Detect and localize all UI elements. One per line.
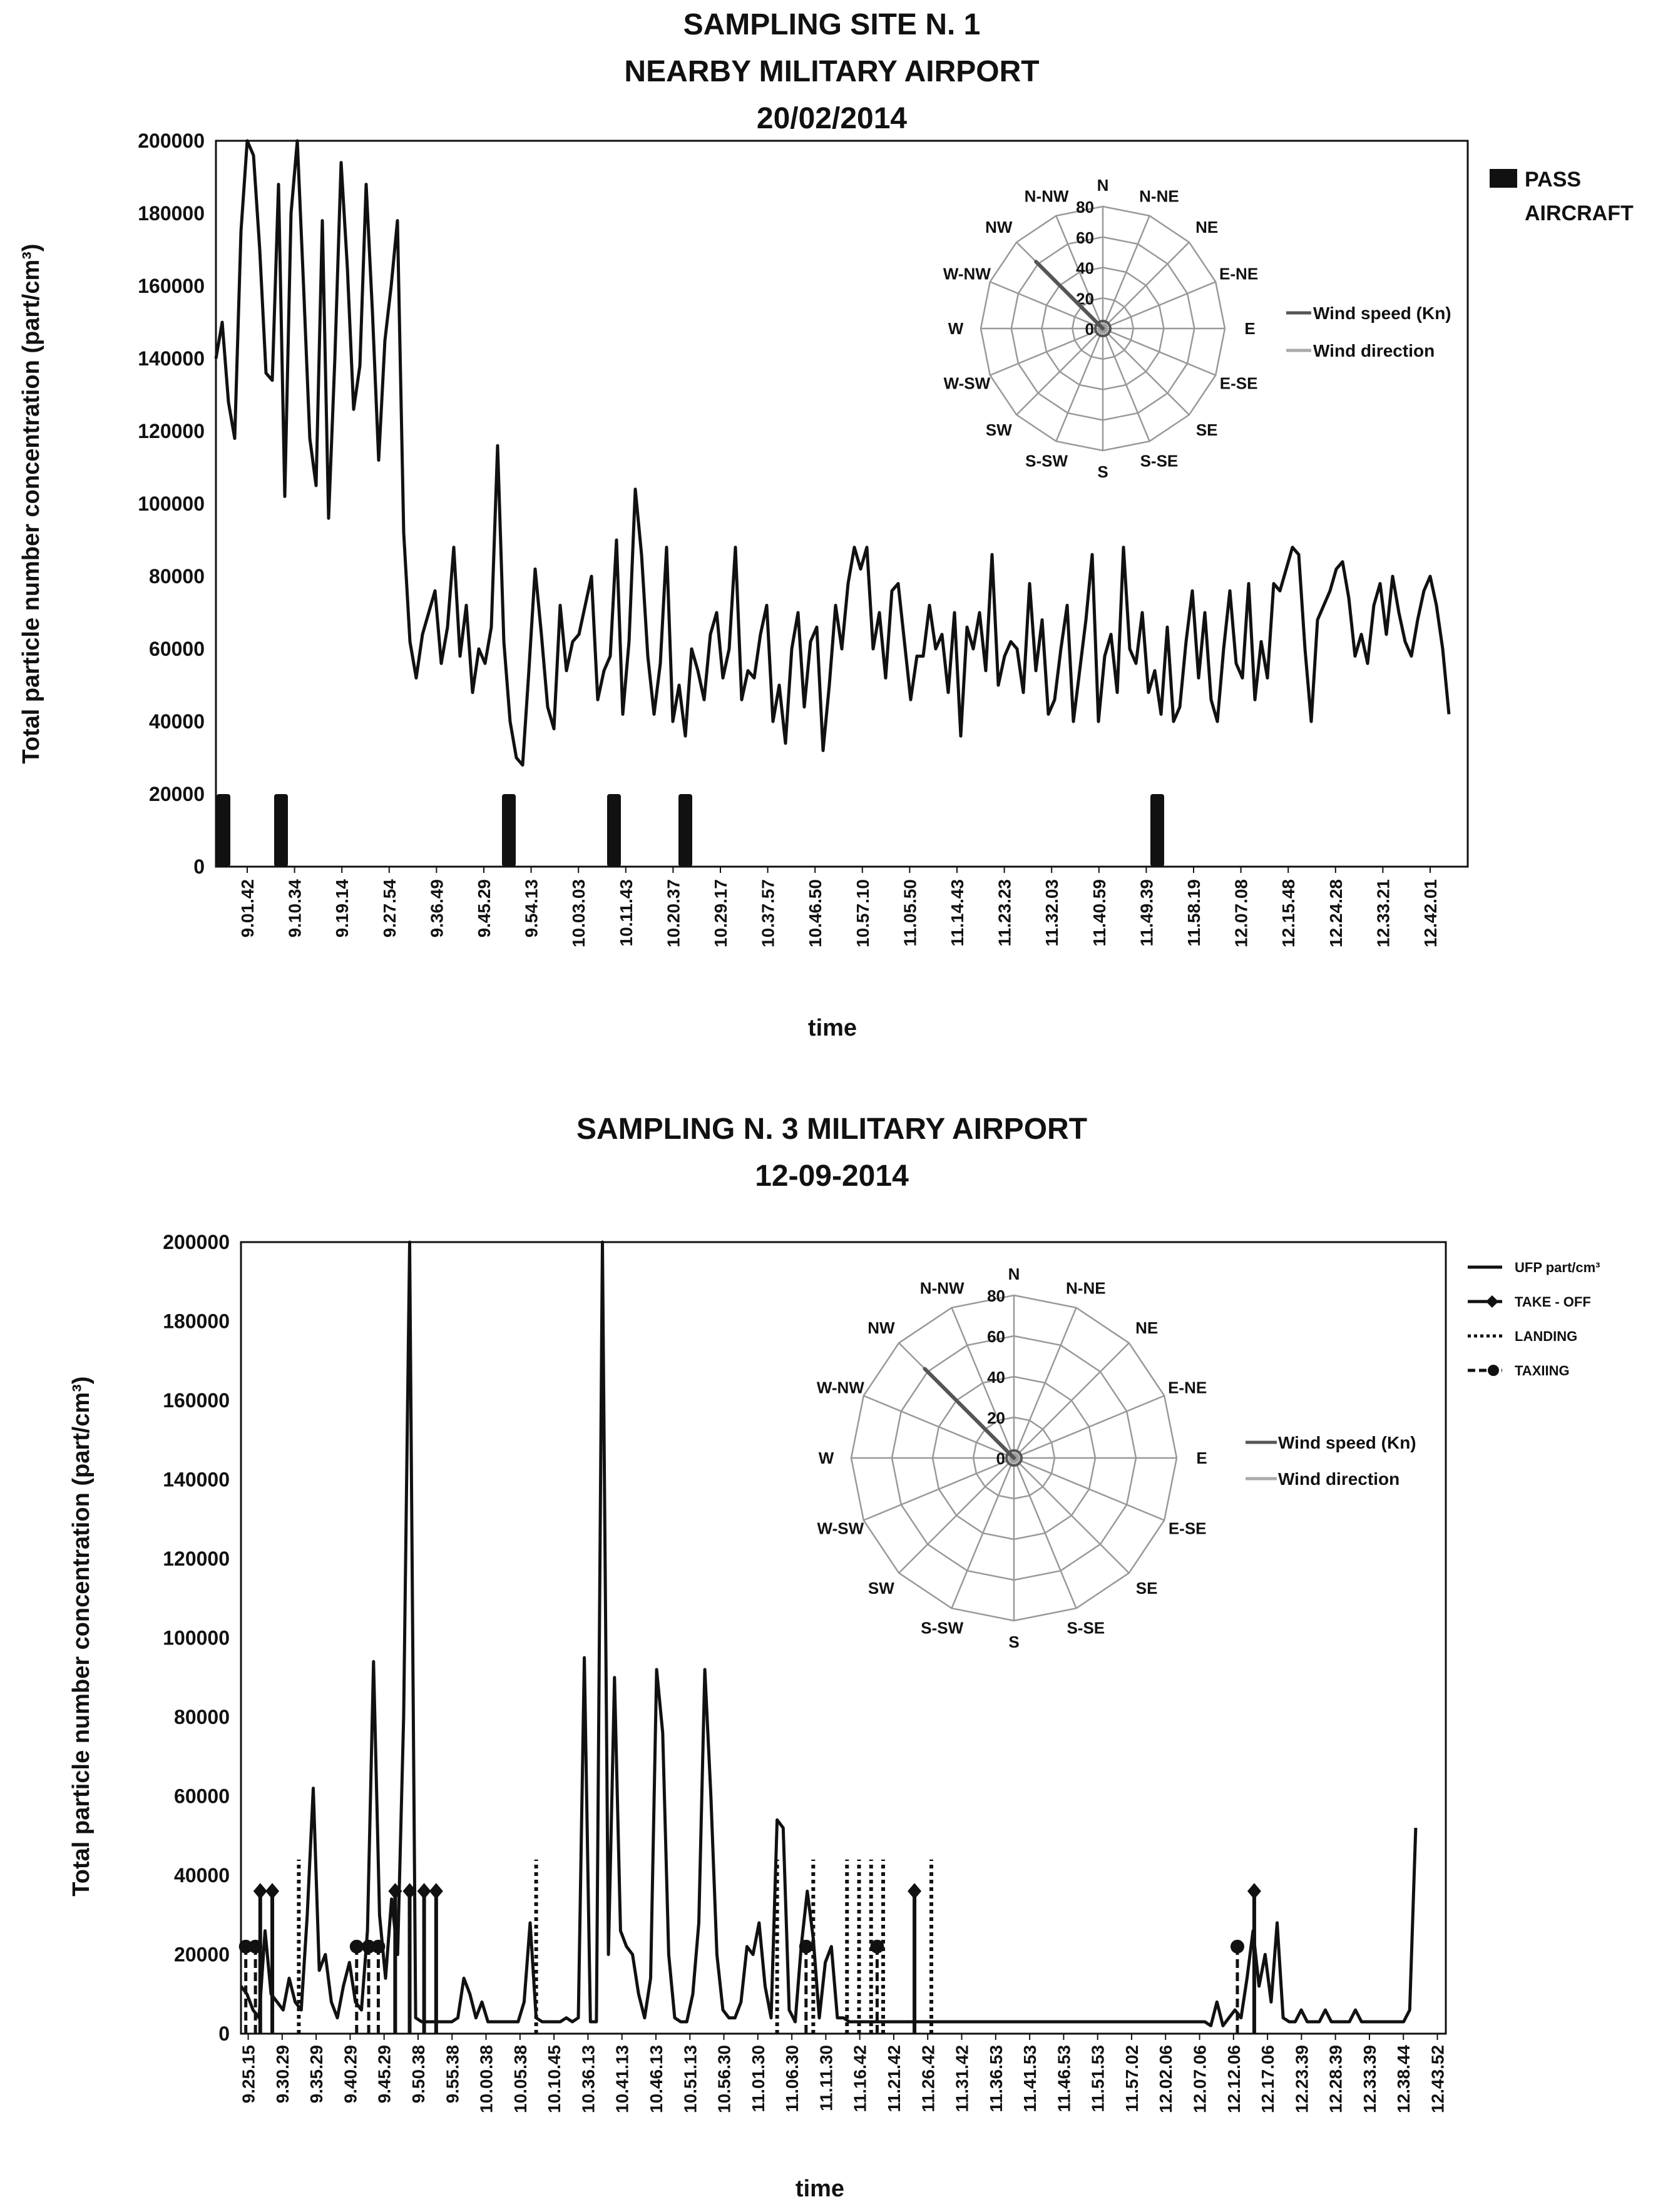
- chart1-rose-direction-label: NE: [1195, 218, 1219, 237]
- chart2-x-axis-label: time: [795, 2176, 845, 2202]
- chart2-x-tick-label: 12.02.06: [1156, 2045, 1176, 2113]
- chart2-title-line1: SAMPLING N. 3 MILITARY AIRPORT: [576, 1113, 1088, 1146]
- chart1-ufp-series-line: [216, 141, 1449, 765]
- chart2-x-tick-label: 10.41.13: [612, 2045, 632, 2113]
- chart2-x-tick-label: 11.46.53: [1054, 2045, 1074, 2113]
- chart1-rose-direction-label: W-SW: [943, 374, 991, 393]
- chart2-rose-legend-speed: Wind speed (Kn): [1278, 1433, 1416, 1452]
- chart1-x-tick-label: 11.14.43: [948, 879, 967, 947]
- chart2-x-tick-label: 12.28.39: [1326, 2045, 1346, 2113]
- chart2-y-ticks: [163, 1231, 230, 2045]
- chart2-legend-taxiing-dot: [1488, 1365, 1499, 1376]
- chart1-x-tick-label: 11.49.39: [1137, 879, 1157, 947]
- chart2-x-tick-label: 11.31.42: [952, 2045, 972, 2113]
- chart1-rose-direction-label: E-SE: [1219, 374, 1258, 393]
- chart1-y-tick-label: 160000: [138, 275, 205, 297]
- chart1-wind-rose: [943, 176, 1258, 481]
- chart1-x-ticks: [238, 867, 1440, 947]
- chart2-rose-direction-label: S: [1008, 1633, 1020, 1651]
- chart2-x-tick-label: 9.45.29: [374, 2045, 394, 2104]
- chart2-x-tick-label: 11.26.42: [918, 2045, 938, 2113]
- chart1-y-tick-label: 20000: [149, 783, 205, 805]
- chart2-y-tick-label: 80000: [174, 1706, 230, 1728]
- chart2-rose-ring-label: 80: [987, 1287, 1005, 1305]
- chart1-rose-direction-label: W: [948, 319, 964, 338]
- chart1-pass-aircraft-bar: [274, 794, 288, 867]
- chart1-x-axis-label: time: [807, 1015, 857, 1041]
- chart1-x-tick-label: 12.33.21: [1373, 879, 1393, 947]
- chart1-legend-pass-swatch: [1490, 169, 1517, 188]
- chart2-rose-direction-label: N: [1008, 1265, 1020, 1283]
- chart1-legend-aircraft-label: AIRCRAFT: [1525, 201, 1634, 225]
- chart2-rose-ring-label: 0: [996, 1449, 1005, 1468]
- chart2-y-axis-label: Total particle number concentration (part/cm³): [68, 1376, 95, 1897]
- chart2-x-tick-label: 11.57.02: [1122, 2045, 1142, 2113]
- chart1-x-tick-label: 11.23.23: [995, 879, 1015, 947]
- chart1-y-tick-label: 60000: [149, 638, 205, 660]
- chart1-x-tick-label: 10.20.37: [663, 879, 683, 947]
- chart1-y-tick-label: 0: [193, 855, 205, 878]
- chart1-y-tick-label: 120000: [138, 420, 205, 442]
- chart1-pass-aircraft-bar: [217, 794, 230, 867]
- chart1-x-tick-label: 11.58.19: [1184, 879, 1204, 947]
- chart1-rose-direction-label: E-NE: [1219, 264, 1259, 283]
- chart2-rose-direction-label: NW: [867, 1318, 895, 1338]
- chart2-y-tick-label: 140000: [163, 1468, 230, 1491]
- chart1-title-line2: NEARBY MILITARY AIRPORT: [624, 55, 1040, 88]
- chart1-x-tick-label: 12.07.08: [1231, 879, 1251, 947]
- chart2-rose-direction-label: N-NE: [1066, 1278, 1106, 1298]
- chart1-x-tick-label: 9.01.42: [238, 879, 257, 938]
- chart2-y-tick-label: 180000: [163, 1310, 230, 1333]
- chart1: [18, 8, 1634, 1041]
- chart2-x-tick-label: 12.33.39: [1359, 2045, 1379, 2113]
- chart2-rose-spoke: [1014, 1343, 1129, 1458]
- chart1-rose-legend-direction: Wind direction: [1313, 341, 1435, 360]
- chart1-x-tick-label: 9.45.29: [474, 879, 494, 938]
- chart2-wind-rose: [817, 1265, 1207, 1651]
- chart2-rose-direction-label: E: [1196, 1449, 1207, 1467]
- chart2-y-tick-label: 200000: [163, 1231, 230, 1253]
- chart2-x-tick-label: 11.06.30: [782, 2045, 802, 2113]
- chart1-rose-ring-label: 20: [1076, 289, 1094, 308]
- chart1-pass-aircraft-bar: [607, 794, 621, 867]
- chart2-rose-direction-label: S-SE: [1067, 1618, 1105, 1638]
- chart2-taxiing-marker-dot: [350, 1940, 364, 1954]
- chart1-rose-ring-label: 40: [1076, 258, 1094, 278]
- chart2-x-tick-label: 11.41.53: [1020, 2045, 1040, 2113]
- chart1-x-tick-label: 11.05.50: [900, 879, 920, 947]
- chart2-x-tick-label: 11.51.53: [1088, 2045, 1108, 2113]
- chart2-x-tick-label: 11.11.30: [816, 2045, 836, 2111]
- chart1-pass-aircraft-bars: [217, 794, 1164, 867]
- chart2-y-tick-label: 120000: [163, 1547, 230, 1570]
- chart1-y-tick-label: 180000: [138, 202, 205, 225]
- chart2-rose-direction-label: NE: [1135, 1318, 1159, 1338]
- chart2-rose-direction-label: E-SE: [1168, 1519, 1207, 1538]
- chart1-y-ticks: [138, 130, 205, 878]
- chart1-y-tick-label: 40000: [149, 710, 205, 733]
- chart2-rose-direction-label: W: [818, 1449, 834, 1467]
- chart2-rose-spoke: [899, 1458, 1014, 1573]
- chart2-x-tick-label: 10.10.45: [545, 2045, 565, 2113]
- chart2-taxiing-marker-dot: [1231, 1940, 1244, 1954]
- chart1-rose-direction-label: E: [1244, 319, 1256, 338]
- chart1-x-tick-label: 12.24.28: [1326, 879, 1346, 947]
- chart1-y-tick-label: 140000: [138, 347, 205, 370]
- chart2-takeoff-marker-diamond: [265, 1883, 279, 1899]
- chart1-x-tick-label: 12.42.01: [1421, 879, 1440, 947]
- chart2-takeoff-marker-diamond: [253, 1883, 267, 1899]
- chart1-rose-direction-label: N-NW: [1024, 186, 1069, 206]
- chart1-x-tick-label: 9.54.13: [521, 879, 541, 938]
- chart1-rose-ring-label: 60: [1076, 228, 1094, 247]
- chart1-x-tick-label: 9.27.54: [379, 879, 399, 938]
- chart2-takeoff-marker-diamond: [429, 1883, 443, 1899]
- chart2-takeoff-marker-diamond: [417, 1883, 431, 1899]
- chart2-taxiing-marker-dot: [870, 1940, 884, 1954]
- chart1-rose-legend-speed: Wind speed (Kn): [1313, 303, 1451, 323]
- chart1-rose-spoke: [1103, 329, 1189, 415]
- chart1-y-tick-label: 200000: [138, 130, 205, 152]
- chart1-rose-direction-label: SE: [1195, 420, 1218, 439]
- chart1-title-line1: SAMPLING SITE N. 1: [683, 8, 981, 41]
- chart2-x-ticks: [239, 2034, 1448, 2113]
- chart1-pass-aircraft-bar: [1150, 794, 1164, 867]
- chart2-x-tick-label: 9.30.29: [272, 2045, 292, 2104]
- chart2-x-tick-label: 10.00.38: [476, 2045, 496, 2113]
- chart2-rose-direction-label: W-NW: [816, 1378, 864, 1397]
- chart2-rose-direction-label: S-SW: [921, 1618, 964, 1638]
- chart2-x-tick-label: 9.35.29: [307, 2045, 327, 2104]
- chart2-y-tick-label: 160000: [163, 1389, 230, 1412]
- chart2-y-tick-label: 20000: [174, 1943, 230, 1966]
- chart2-x-tick-label: 9.55.38: [443, 2045, 463, 2104]
- chart2-x-tick-label: 10.51.13: [680, 2045, 700, 2113]
- chart1-rose-direction-label: NW: [985, 218, 1013, 237]
- chart2-legend-takeoff: TAKE - OFF: [1515, 1294, 1591, 1310]
- chart2-x-tick-label: 10.46.13: [646, 2045, 666, 2113]
- chart1-rose-spoke: [1016, 329, 1103, 415]
- chart2-y-tick-label: 100000: [163, 1626, 230, 1649]
- chart2-x-tick-label: 10.05.38: [510, 2045, 530, 2113]
- chart1-x-tick-label: 10.57.10: [852, 879, 872, 947]
- chart1-x-tick-label: 11.40.59: [1089, 879, 1109, 947]
- chart1-pass-aircraft-bar: [502, 794, 516, 867]
- chart2-legend-ufp: UFP part/cm³: [1515, 1260, 1600, 1275]
- chart2-legend: [1468, 1260, 1600, 1379]
- chart1-rose-direction-label: N-NE: [1139, 186, 1179, 206]
- chart2-x-tick-label: 10.36.13: [578, 2045, 598, 2113]
- chart2-ufp-series-line: [241, 1242, 1416, 2026]
- chart1-x-tick-label: 9.19.14: [332, 879, 352, 938]
- chart2-x-tick-label: 12.43.52: [1428, 2045, 1448, 2113]
- chart2-rose-ring-label: 20: [987, 1409, 1005, 1427]
- chart2-y-tick-label: 60000: [174, 1785, 230, 1808]
- chart1-rose-direction-label: SW: [985, 420, 1012, 439]
- chart1-x-tick-label: 10.46.50: [806, 879, 826, 947]
- chart2-x-tick-label: 11.16.42: [850, 2045, 870, 2113]
- chart1-x-tick-label: 12.15.48: [1279, 879, 1299, 947]
- chart2-x-tick-label: 10.56.30: [714, 2045, 734, 2113]
- chart2-rose-direction-label: SE: [1135, 1578, 1158, 1598]
- chart2-takeoff-marker-diamond: [1247, 1883, 1261, 1899]
- chart1-pass-aircraft-bar: [678, 794, 692, 867]
- chart2-x-tick-label: 11.36.53: [986, 2045, 1006, 2113]
- chart2-title-line2: 12-09-2014: [755, 1160, 909, 1193]
- chart2-x-tick-label: 9.40.29: [340, 2045, 361, 2104]
- chart2-rose-spoke: [1014, 1458, 1129, 1573]
- chart1-rose-direction-label: S-SW: [1025, 451, 1068, 471]
- chart1-rose-ring-label: 80: [1076, 198, 1094, 217]
- chart2: [68, 1113, 1600, 2202]
- chart2-takeoff-marker-diamond: [908, 1883, 921, 1899]
- chart1-title-line3: 20/02/2014: [756, 102, 908, 135]
- chart2-rose-direction-label: SW: [867, 1578, 894, 1598]
- chart1-y-tick-label: 100000: [138, 492, 205, 515]
- chart2-rose-ring-label: 40: [987, 1368, 1005, 1387]
- chart2-x-tick-label: 9.50.38: [408, 2045, 428, 2104]
- chart1-rose-direction-label: S-SE: [1140, 451, 1179, 471]
- chart2-plot-frame: [241, 1242, 1446, 2034]
- chart2-x-tick-label: 9.25.15: [238, 2045, 258, 2104]
- chart2-x-tick-label: 12.38.44: [1394, 2045, 1414, 2113]
- chart2-legend-taxiing: TAXIING: [1515, 1363, 1570, 1379]
- chart2-legend-landing: LANDING: [1515, 1328, 1578, 1344]
- chart1-x-tick-label: 10.03.03: [569, 879, 589, 947]
- chart1-x-tick-label: 11.32.03: [1042, 879, 1062, 947]
- chart1-legend-pass-label: PASS: [1525, 168, 1582, 191]
- chart2-x-tick-label: 12.17.06: [1258, 2045, 1278, 2113]
- chart2-rose-legend-direction: Wind direction: [1278, 1469, 1400, 1489]
- chart1-y-tick-label: 80000: [149, 565, 205, 588]
- chart1-x-tick-label: 10.11.43: [616, 879, 636, 947]
- chart1-x-tick-label: 10.37.57: [758, 879, 778, 947]
- chart2-legend-takeoff-diamond: [1486, 1295, 1498, 1308]
- chart1-rose-spoke: [1103, 242, 1189, 329]
- chart2-rose-direction-label: N-NW: [919, 1278, 965, 1298]
- chart2-rose-direction-label: W-SW: [817, 1519, 864, 1538]
- chart1-rose-direction-label: S: [1097, 462, 1108, 481]
- chart1-y-axis-label: Total particle number concentration (part/cm³): [18, 243, 44, 764]
- chart1-rose-direction-label: N: [1097, 176, 1109, 195]
- chart1-x-tick-label: 9.36.49: [427, 879, 447, 938]
- chart2-x-tick-label: 11.21.42: [884, 2045, 904, 2113]
- chart2-y-tick-label: 0: [218, 2022, 230, 2045]
- chart1-rose-ring-label: 0: [1085, 320, 1094, 339]
- chart2-x-tick-label: 12.23.39: [1292, 2045, 1312, 2113]
- chart2-y-tick-label: 40000: [174, 1864, 230, 1887]
- chart1-x-tick-label: 10.29.17: [711, 879, 730, 947]
- chart1-x-tick-label: 9.10.34: [285, 879, 305, 938]
- chart1-rose-direction-label: W-NW: [943, 264, 991, 283]
- chart2-event-markers: [239, 1860, 1261, 2034]
- chart2-x-tick-label: 12.12.06: [1224, 2045, 1244, 2113]
- chart2-rose-ring-label: 60: [987, 1327, 1005, 1346]
- chart2-x-tick-label: 11.01.30: [748, 2045, 768, 2113]
- chart2-x-tick-label: 12.07.06: [1190, 2045, 1210, 2113]
- chart2-rose-direction-label: E-NE: [1168, 1378, 1207, 1397]
